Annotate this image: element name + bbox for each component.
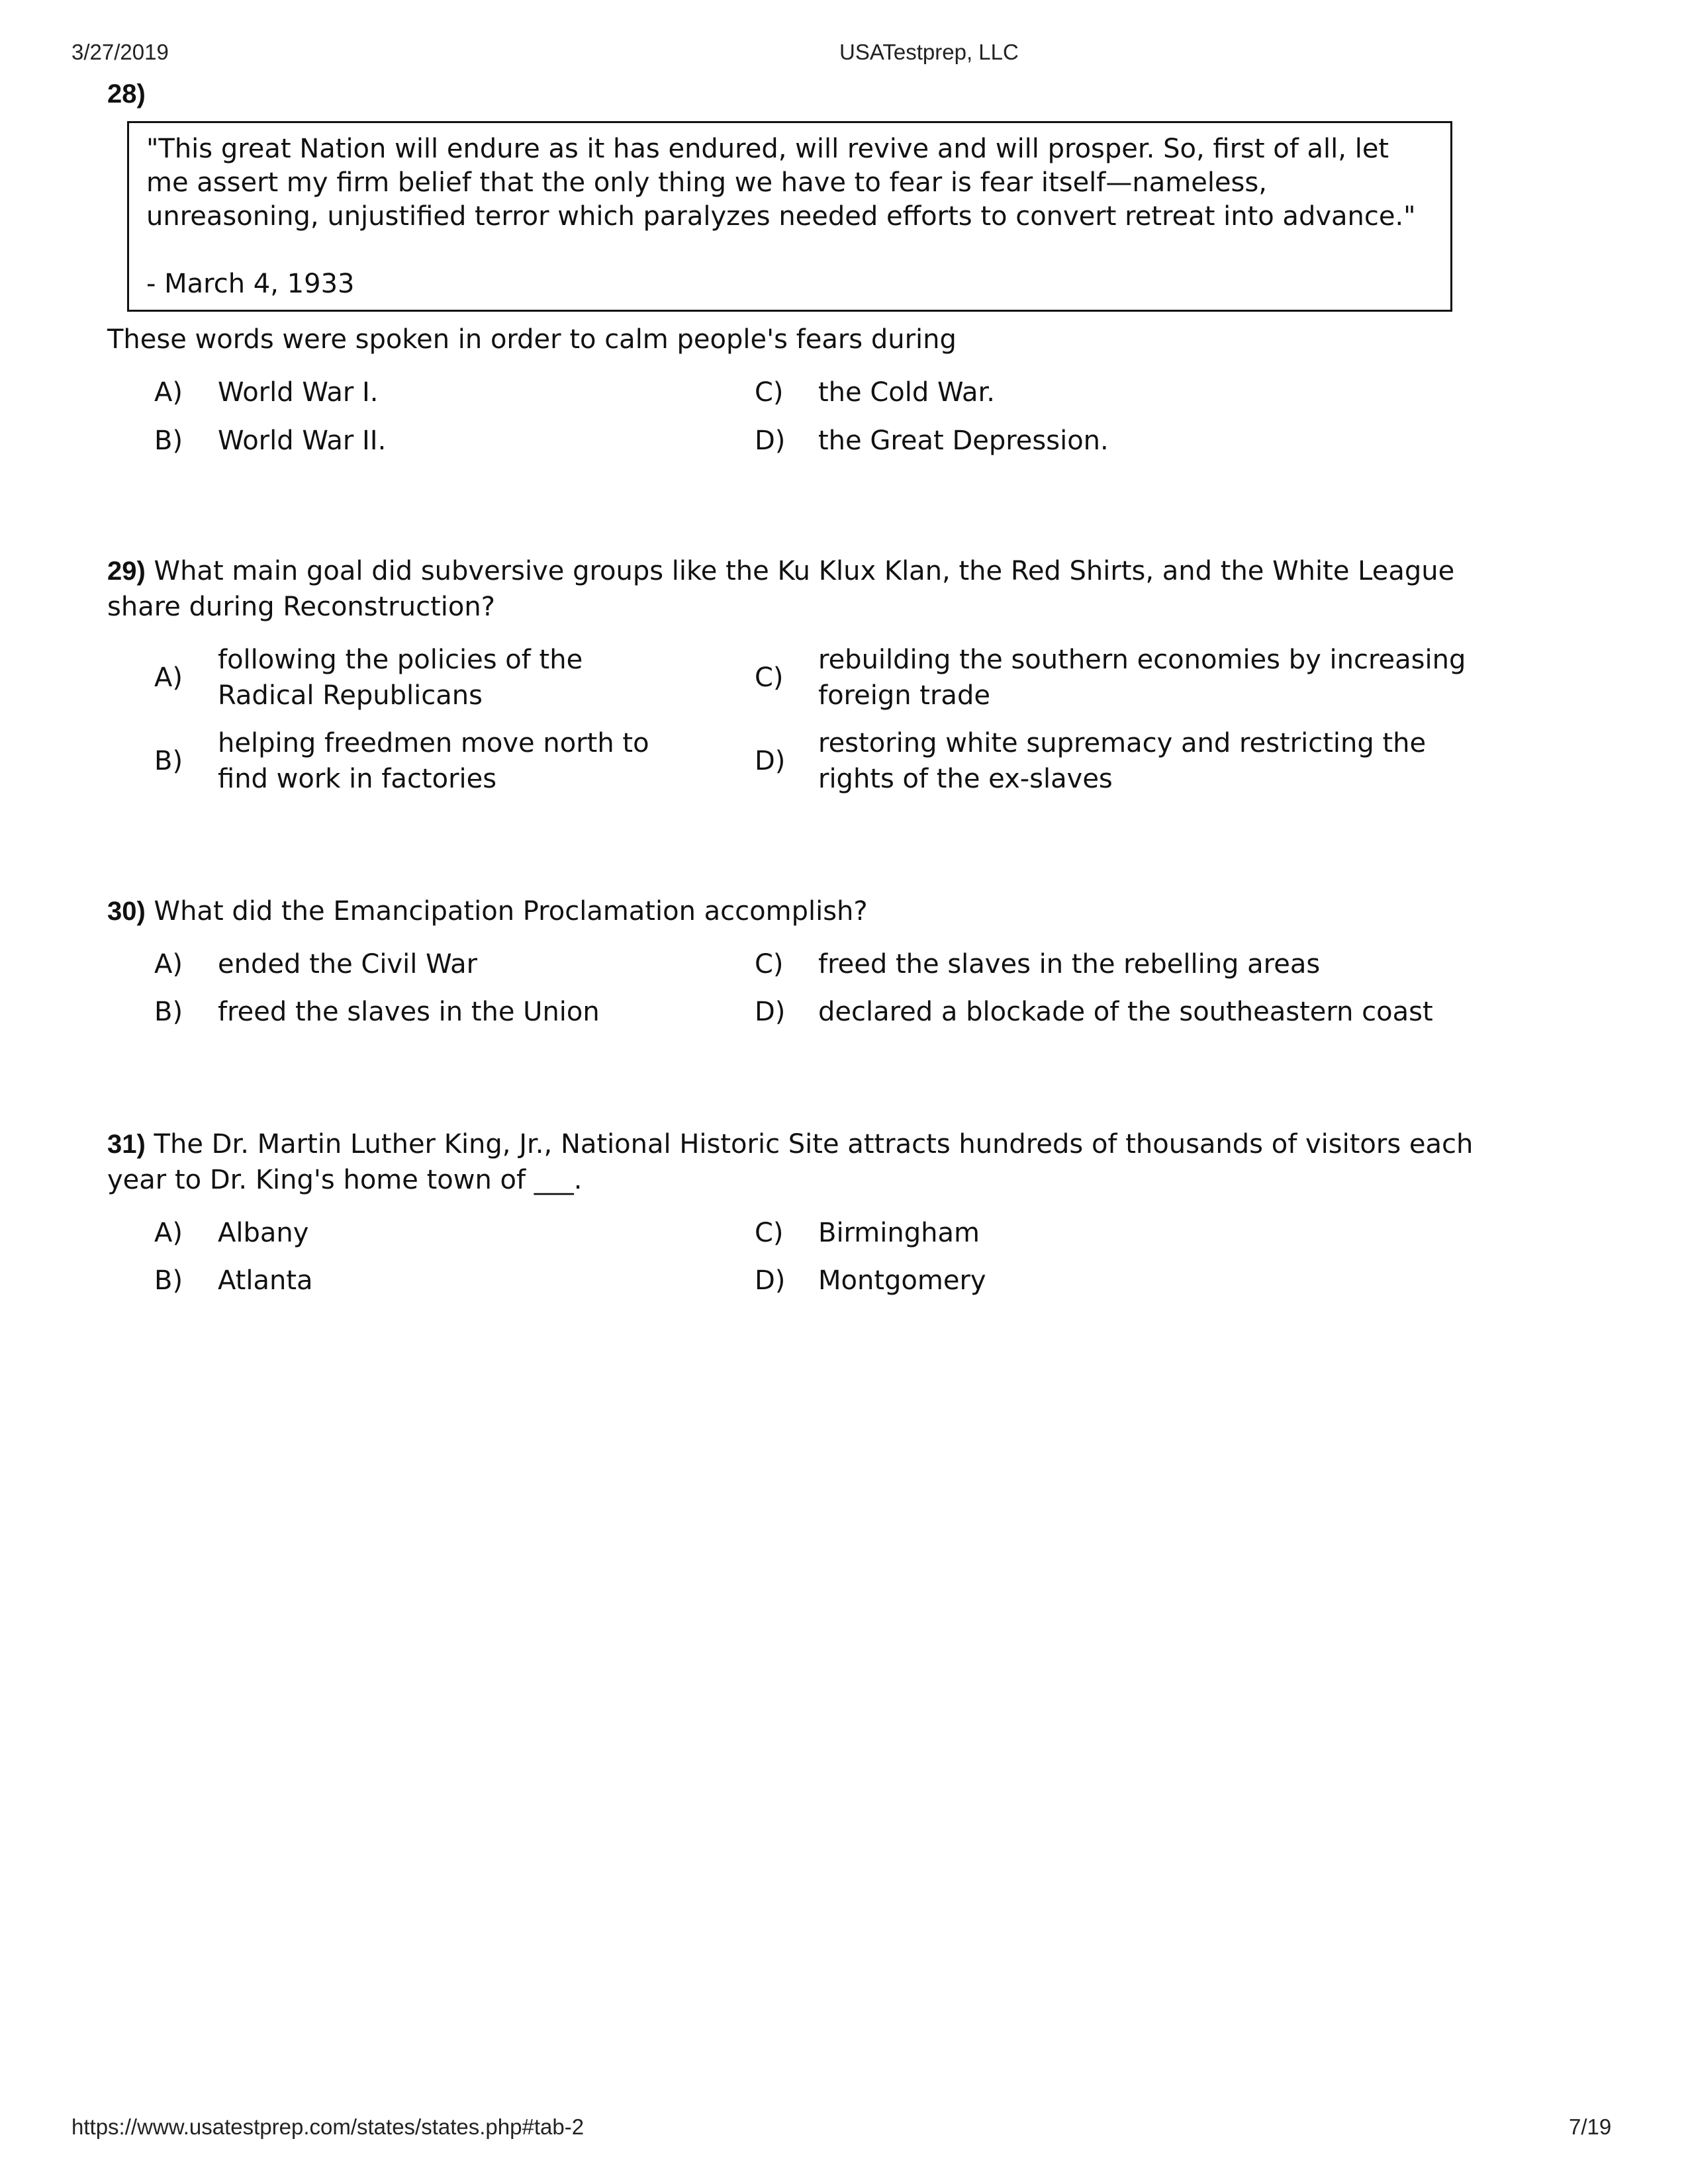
choice-text: following the policies of the Radical Republicans <box>218 645 583 711</box>
choice-letter: B) <box>154 426 183 456</box>
question-30-stem: What did the Emancipation Proclamation accomplish? <box>154 896 868 927</box>
choice-letter: A) <box>154 377 183 408</box>
choice-letter: B) <box>154 997 183 1027</box>
choice-letter: D) <box>755 1265 786 1296</box>
choice-letter: D) <box>755 997 786 1027</box>
choice-text: the Great Depression. <box>818 426 1109 456</box>
choice-text: Birmingham <box>818 1218 980 1248</box>
choice-text: rebuilding the southern economies by increasing foreign trade <box>818 645 1466 711</box>
choice-text: the Cold War. <box>818 377 995 408</box>
choice-letter: D) <box>755 426 786 456</box>
choice-letter: C) <box>755 377 784 408</box>
choice-text: ended the Civil War <box>218 949 478 979</box>
choice-letter: D) <box>755 746 786 776</box>
question-31-stem: The Dr. Martin Luther King, Jr., National Historic Site attracts hundreds of thousands of visitors each year to Dr. King's home town of ___. <box>107 1129 1474 1195</box>
question-31-stem-block <box>107 1126 1477 1198</box>
question-29-stem-block <box>107 553 1477 625</box>
choice-letter: A) <box>154 949 183 979</box>
question-28-attribution: - March 4, 1933 <box>146 269 355 299</box>
question-29-number: 29) <box>107 557 146 586</box>
choice-text: Montgomery <box>818 1265 986 1296</box>
site-title: USATestprep, LLC <box>839 40 1019 64</box>
question-28-stem: These words were spoken in order to calm people's fears during <box>107 324 957 355</box>
choice-letter: C) <box>755 1218 784 1248</box>
choice-text: World War II. <box>218 426 387 456</box>
question-29-stem: What main goal did subversive groups like the Ku Klux Klan, the Red Shirts, and the White League share during Reconstruction? <box>107 556 1455 622</box>
question-28-quote-box <box>127 121 1452 312</box>
choice-text: helping freedmen move north to find work in factories <box>218 728 649 794</box>
choice-text: World War I. <box>218 377 379 408</box>
question-30-stem-block <box>107 893 1471 929</box>
choice-text: freed the slaves in the rebelling areas <box>818 949 1321 979</box>
question-28-quote: "This great Nation will endure as it has endured, will revive and will prosper. So, first of all, let me assert my firm belief that the only thing we have to fear is fear itself—nameless, unreasoning, unjustified terror which paralyzes needed efforts to convert retreat into advance." <box>146 134 1416 232</box>
choice-text: freed the slaves in the Union <box>218 997 600 1027</box>
choice-letter: B) <box>154 1265 183 1296</box>
choice-text: Albany <box>218 1218 309 1248</box>
question-31-number: 31) <box>107 1130 146 1159</box>
choice-letter: A) <box>154 1218 183 1248</box>
choice-letter: A) <box>154 662 183 693</box>
page-number: 7/19 <box>1569 2115 1612 2139</box>
page-url[interactable]: https://www.usatestprep.com/states/states.php#tab-2 <box>71 2115 585 2139</box>
choice-letter: B) <box>154 746 183 776</box>
question-30-number: 30) <box>107 897 146 926</box>
question-28-number: 28) <box>107 79 146 109</box>
print-date: 3/27/2019 <box>71 40 169 64</box>
choice-text: restoring white supremacy and restricting the rights of the ex-slaves <box>818 728 1427 794</box>
choice-text: declared a blockade of the southeastern coast <box>818 997 1433 1027</box>
choice-letter: C) <box>755 949 784 979</box>
choice-text: Atlanta <box>218 1265 313 1296</box>
choice-letter: C) <box>755 662 784 693</box>
